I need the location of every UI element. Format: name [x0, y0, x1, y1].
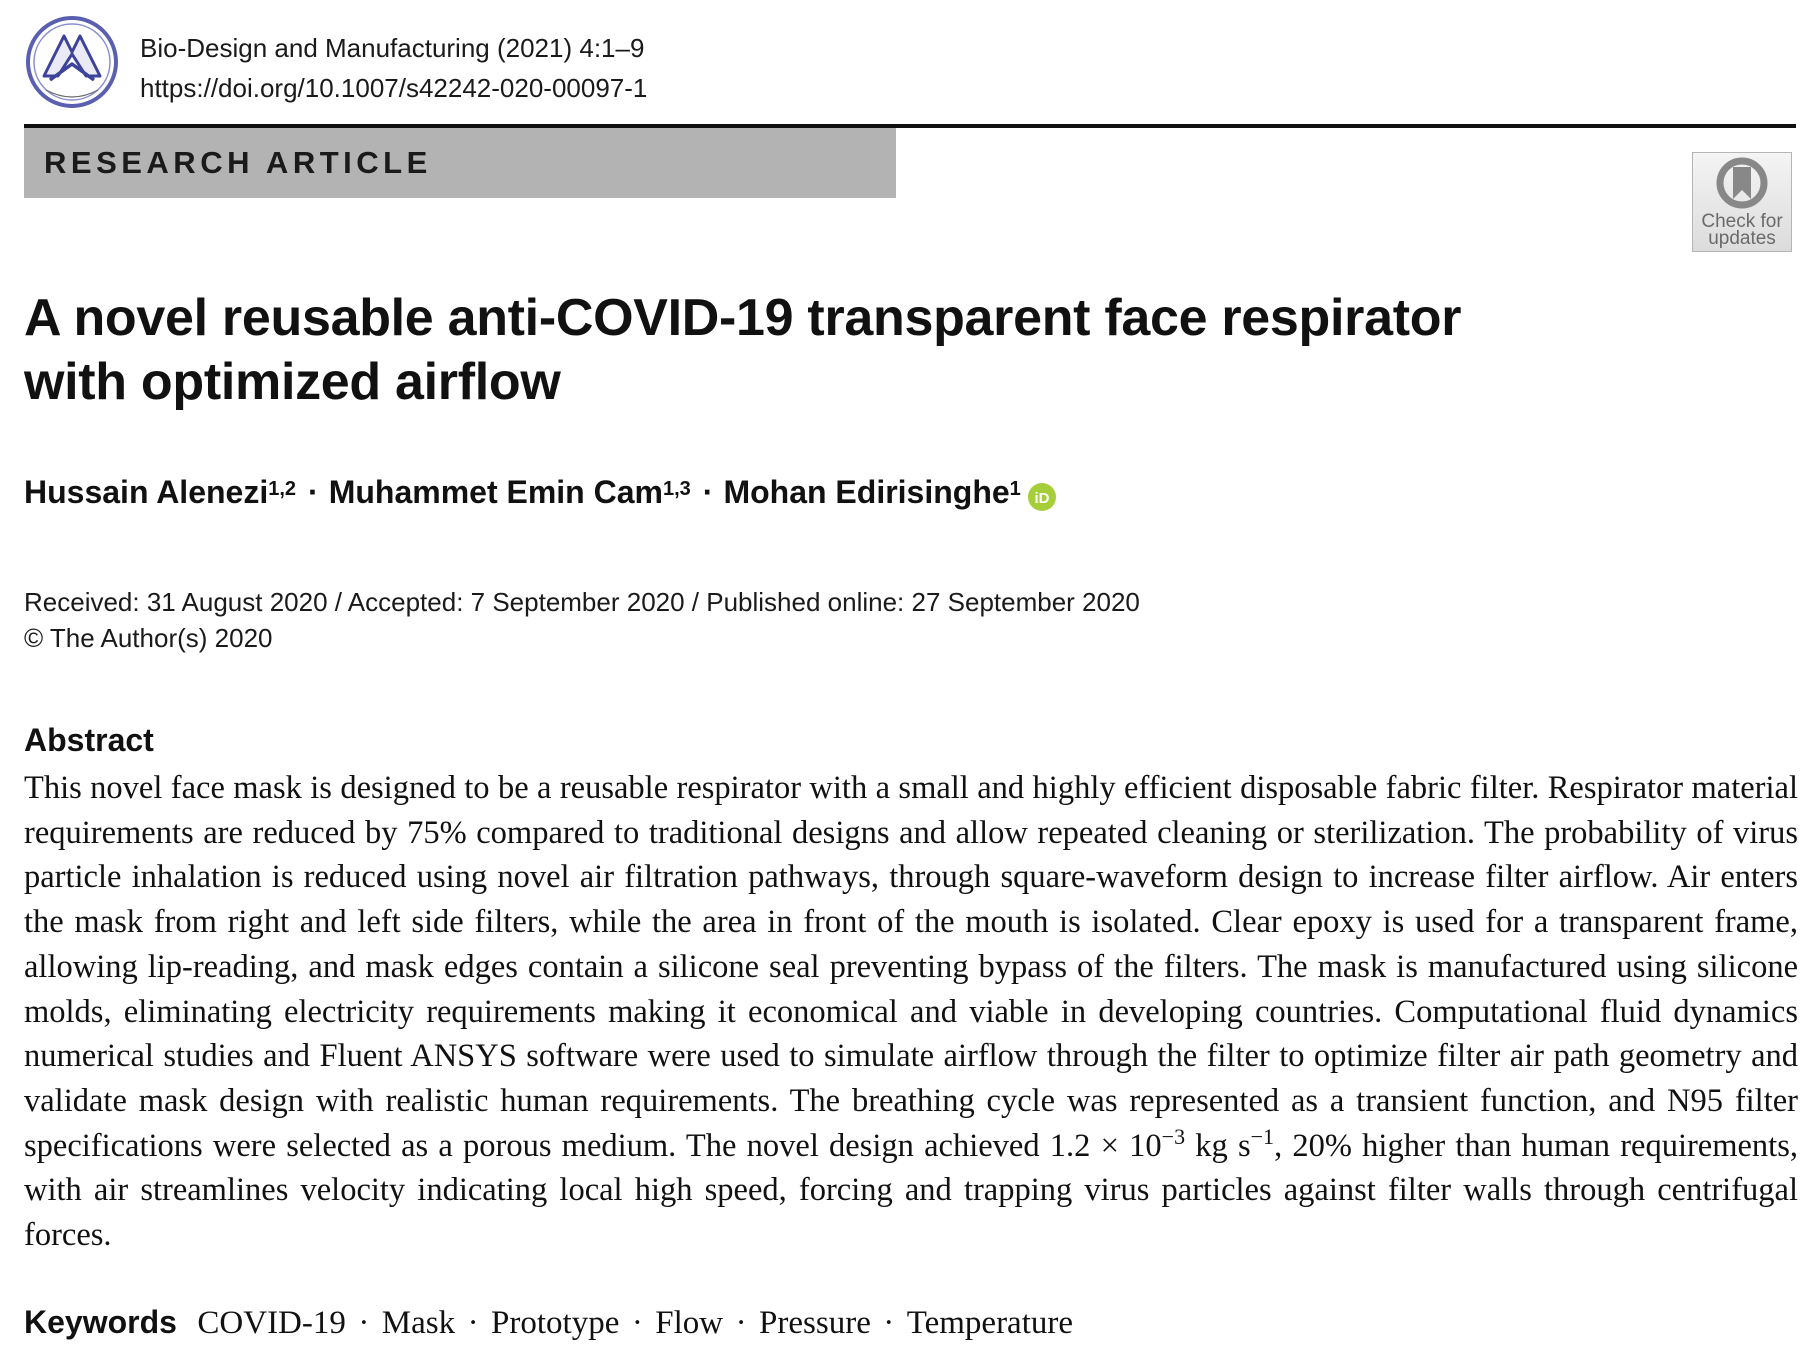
keyword: Prototype [491, 1305, 620, 1341]
article-type-banner [24, 128, 896, 198]
keywords [24, 1304, 1073, 1342]
journal-citation: Bio-Design and Manufacturing (2021) 4:1–9 [140, 33, 645, 63]
keyword: COVID-19 [197, 1305, 346, 1341]
keyword: Mask [381, 1305, 456, 1341]
check-for-updates-button[interactable] [1692, 152, 1792, 252]
title-line-1: A novel reusable anti-COVID-19 transparent face respirator [24, 289, 1462, 347]
journal-info [140, 28, 647, 108]
abstract-text-part2: , 20% higher than human requirements, with air streamlines velocity indicating local high speed, forcing and trapping virus particles against filter walls through centrifugal forces. [24, 1127, 1798, 1254]
keyword: Pressure [759, 1305, 871, 1341]
math-unit: kg s [1195, 1127, 1251, 1164]
keyword: Flow [655, 1305, 724, 1341]
title-line-2: with optimized airflow [24, 353, 561, 411]
copyright-line: © The Author(s) 2020 [24, 623, 273, 653]
author-name[interactable]: Muhammet Emin Cam [328, 474, 663, 510]
keyword-separator: · [467, 1305, 479, 1341]
author-separator: · [308, 474, 319, 510]
orcid-icon[interactable] [1027, 482, 1057, 512]
journal-logo-icon [24, 14, 120, 110]
keyword-separator: · [735, 1305, 747, 1341]
doi-link[interactable]: https://doi.org/10.1007/s42242-020-00097-1 [140, 73, 648, 103]
author-name[interactable]: Mohan Edirisinghe [723, 474, 1010, 510]
check-updates-line2: updates [1708, 228, 1776, 249]
bookmark-ribbon-icon [1714, 157, 1770, 209]
keyword-separator: · [883, 1305, 895, 1341]
math-exponent-1: −3 [1161, 1123, 1186, 1149]
publication-dates [24, 584, 1140, 656]
abstract-heading: Abstract [24, 722, 154, 758]
keyword-separator: · [631, 1305, 643, 1341]
article-type-label: RESEARCH ARTICLE [44, 145, 432, 180]
check-updates-line1: Check for [1701, 211, 1783, 232]
keyword: Temperature [906, 1305, 1074, 1341]
dates-line: Received: 31 August 2020 / Accepted: 7 September 2020 / Published online: 27 September 2020 [24, 587, 1140, 617]
article-title [24, 286, 1524, 414]
math-exponent-2: −1 [1250, 1123, 1275, 1149]
abstract-math-value [1049, 1123, 1275, 1164]
abstract-text-part1: This novel face mask is designed to be a reusable respirator with a small and highly efficient disposable fabric filter. Respirator material requirements are reduced by 75% compared to traditional designs and allow repeated cleaning or sterilization. The probability of virus particle inhalation is reduced using novel air filtration pathways, through square-waveform design to increase filter airflow. Air enters the mask from right and left side filters, while the area in front of the mouth is isolated. Clear epoxy is used for a transparent frame, allowing lip-reading, and mask edges contain a silicone seal preventing bypass of the filters. The mask is manufactured using silicone molds, eliminating electricity requirements making it economical and viable in developing countries. Computational fluid dynamics numerical studies and Fluent ANSYS software were used to simulate airflow through the filter to optimize filter air path geometry and validate mask design with realistic human requirements. The breathing cycle was represented as a transient function, and N95 filter specifications were selected as a porous medium. The novel design achieved [24, 770, 1798, 1164]
author-list: Hussain Alenezi $^{1,2}$ · Muhammet Emin Cam $^{1,3}$ · Mohan Edirisinghe $^1$ iD [24, 474, 1057, 511]
math-base: 1.2 × 10 [1049, 1127, 1162, 1164]
orcid-text: iD [1034, 489, 1050, 507]
abstract-text [24, 766, 1798, 1258]
author-separator: · [702, 474, 714, 510]
keywords-label: Keywords [24, 1304, 177, 1340]
author-name[interactable]: Hussain Alenezi [24, 474, 269, 510]
keyword-separator: · [358, 1305, 370, 1341]
